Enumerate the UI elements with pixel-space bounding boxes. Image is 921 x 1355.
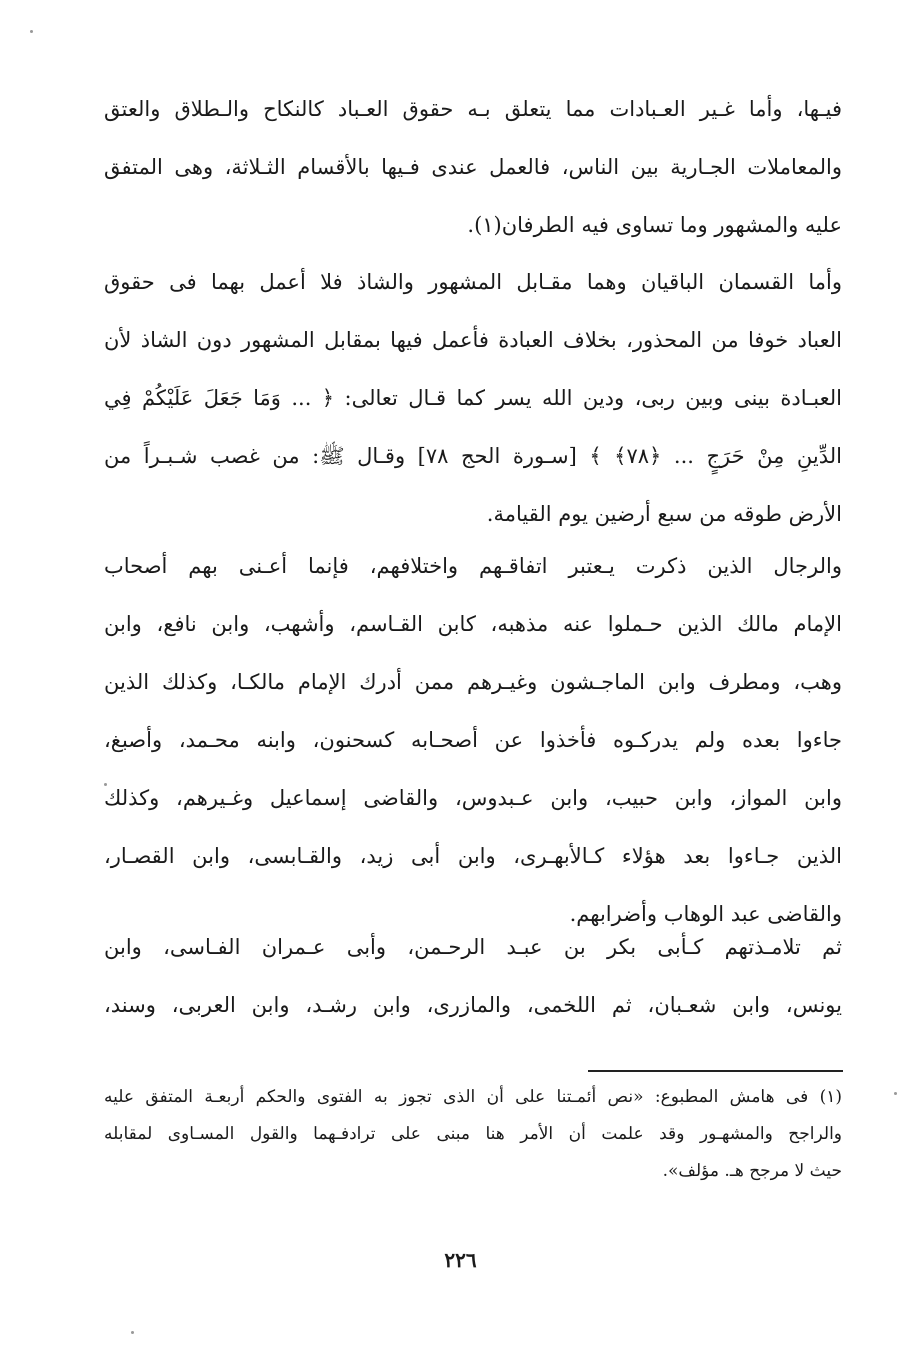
paragraph-line: العبـادة بينى وبين ربى، ودين الله يسر كما قـال تعالى: ﴿ ... وَمَا جَعَلَ عَلَيْكُمْ فِي: [104, 386, 842, 410]
paragraph-line: وابن المواز، وابن حبيب، وابن عـبدوس، والقاضى إسماعيل وغـيرهم، وكذلك: [104, 786, 842, 810]
scan-speck: [104, 783, 107, 786]
scan-speck: [894, 1092, 897, 1095]
footnote-divider: [588, 1070, 843, 1072]
paragraph-line: والقاضى عبد الوهاب وأضرابهم.: [569, 902, 842, 926]
scan-speck: [131, 1331, 134, 1334]
paragraph-line: الدِّينِ مِنْ حَرَجٍ ... ﴿٧٨﴾ ﴾ [سـورة الحج ٧٨] وقـال ﷺ: من غصب شـبـراً من: [104, 444, 842, 468]
paragraph-line: وهب، ومطرف وابن الماجـشون وغيـرهم ممن أدرك الإمام مالكـا، وكذلك الذين: [104, 670, 842, 694]
paragraph-line: ثم تلامـذتهم كـأبى بكر بن عبـد الرحـمن، وأبى عـمران الفـاسى، وابن: [104, 935, 842, 959]
paragraph-1: [104, 80, 842, 254]
paragraph-line: وأما القسمان الباقيان وهما مقـابل المشهور والشاذ فلا أعمل بهما فى حقوق: [104, 270, 842, 294]
paragraph-line: والمعاملات الجـارية بين الناس، فالعمل عندى فـيها بالأقسام الثـلاثة، وهى المتفق: [104, 155, 842, 179]
paragraph-line: الإمام مالك الذين حـملوا عنه مذهبه، كابن القـاسم، وأشهب، وابن نافع، وابن: [104, 612, 842, 636]
page-number: ٢٢٦: [444, 1248, 477, 1272]
paragraph-2: [104, 253, 842, 543]
footnote-line: (١) فى هامش المطبوع: «نص أئمـتنا على أن الذى تجوز به الفتوى والحكم أربعـة المتفق عليه: [104, 1087, 842, 1107]
paragraph-line: يونس، وابن شعـبان، ثم اللخمى، والمازرى، وابن رشـد، وابن العربى، وسند،: [104, 993, 842, 1017]
paragraph-line: جاءوا بعده ولم يدركـوه فأخذوا عن أصحـابه كسحنون، وابنه محـمد، وأصبغ،: [104, 728, 842, 752]
paragraph-line: والرجال الذين ذكرت يـعتبر اتفاقـهم واختلافهم، فإنما أعـنى بهم أصحاب: [104, 554, 842, 578]
paragraph-line: الذين جـاءوا بعد هؤلاء كـالأبهـرى، وابن أبى زيد، والقـابسى، وابن القصـار،: [104, 844, 842, 868]
paragraph-3: [104, 537, 842, 943]
footnote-line: والراجح والمشهـور وقد علمت أن الأمر هنا مبنى على ترادفـهما والقول المسـاوى لمقابله: [104, 1124, 842, 1144]
scan-speck: [30, 30, 33, 33]
footnote: [104, 1079, 842, 1190]
paragraph-4: [104, 918, 842, 1034]
paragraph-line: العباد خوفا من المحذور، بخلاف العبادة فأعمل فيها بمقابل المشهور دون الشاذ لأن: [104, 328, 842, 352]
paragraph-line: الأرض طوقه من سبع أرضين يوم القيامة.: [486, 502, 842, 526]
footnote-line: حيث لا مرجح هـ. مؤلف».: [662, 1161, 842, 1181]
paragraph-line: فيـها، وأما غـير العـبادات مما يتعلق بـه حقوق العـباد كالنكاح والـطلاق والعتق: [104, 97, 842, 121]
paragraph-line: عليه والمشهور وما تساوى فيه الطرفان(١).: [467, 213, 842, 237]
